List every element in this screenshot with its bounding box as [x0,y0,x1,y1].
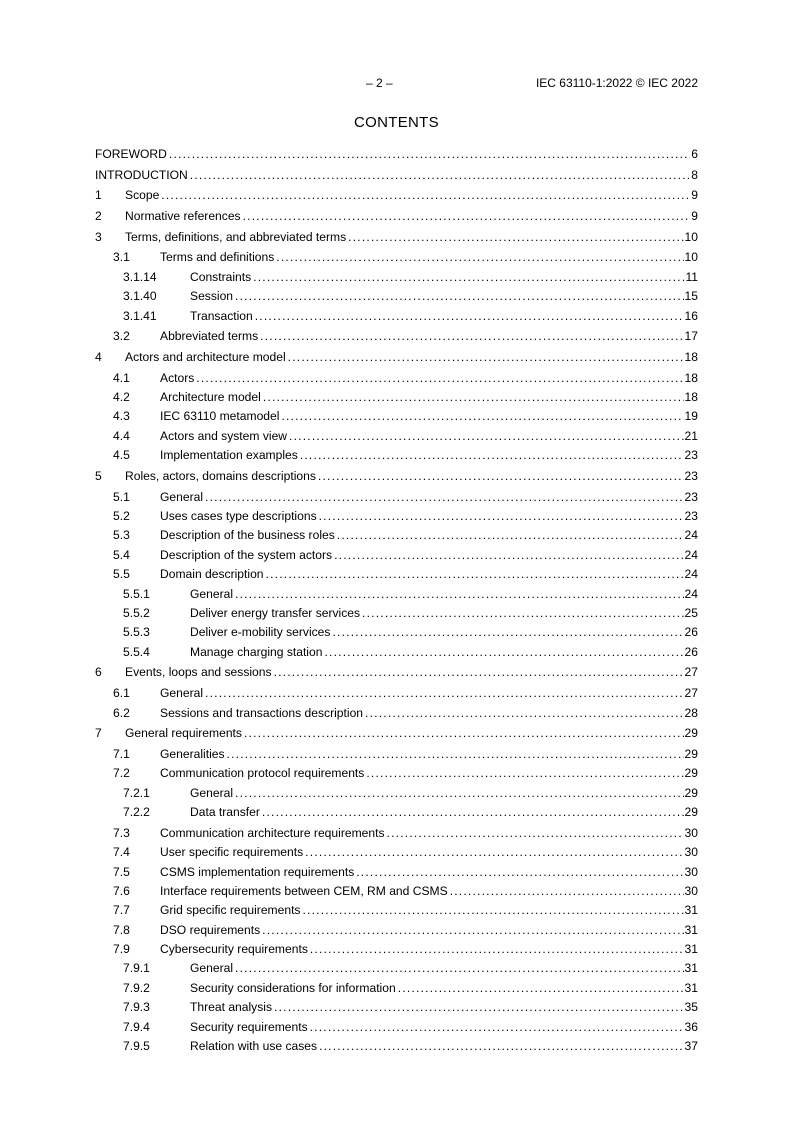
toc-entry-number: 3 [95,229,102,244]
toc-entry-number: 5.5 [113,567,130,582]
toc-leader-dots [387,824,684,842]
toc-entry-title: FOREWORD [95,147,167,161]
toc-leader-dots [310,940,684,958]
toc-entry[interactable] [95,882,698,901]
toc-entry-page: 24 [684,567,698,582]
toc-entry-title: General requirements [125,726,242,741]
toc-leader-dots [274,663,684,681]
toc-entry-number: 2 [95,209,102,224]
toc-entry-title: Description of the system actors [160,547,333,562]
toc-leader-dots [205,488,684,506]
toc-entry[interactable] [95,803,698,822]
toc-entry-title: Grid specific requirements [160,903,301,918]
toc-entry-title: Normative references [125,209,241,224]
toc-entry-title: Data transfer [190,805,260,820]
toc-entry-title: Implementation examples [160,448,298,463]
toc-entry[interactable] [95,724,698,743]
toc-leader-dots [253,268,684,286]
toc-leader-dots [227,745,684,763]
toc-entry-title: General [190,961,234,976]
toc-entry-title: Session [190,289,234,304]
toc-entry-number: 7.9.1 [123,961,150,976]
toc-entry[interactable] [95,843,698,862]
toc-entry-title: General [190,785,234,800]
toc-entry-page: 36 [684,1019,698,1034]
toc-entry-page: 9 [691,188,698,203]
toc-entry[interactable] [95,921,698,940]
toc-entry-title: Communication protocol requirements [160,766,365,781]
toc-entry-title: Security considerations for information [190,980,396,995]
toc-leader-dots [334,546,683,564]
toc-entry[interactable] [95,407,698,426]
toc-entry[interactable] [95,287,698,306]
toc-entry-page: 23 [684,468,698,483]
toc-entry-number: 1 [95,188,102,203]
toc-entry[interactable] [95,565,698,584]
toc-entry-page: 18 [684,349,698,364]
toc-entry-page: 21 [684,428,698,443]
toc-entry[interactable] [95,959,698,978]
toc-entry[interactable] [95,507,698,526]
toc-leader-dots [356,863,683,881]
toc-entry[interactable] [95,643,698,662]
toc-leader-dots [263,388,684,406]
toc-entry-title: Roles, actors, domains descriptions [125,468,316,483]
toc-entry-page: 30 [684,825,698,840]
toc-entry[interactable] [95,1018,698,1037]
toc-leader-dots [310,1018,684,1036]
toc-entry-number: 7.9.5 [123,1039,150,1054]
toc-leader-dots [266,565,684,583]
toc-entry-title: Generalities [160,746,225,761]
toc-entry-number: 7.2.1 [123,785,150,800]
toc-leader-dots [235,287,684,305]
toc-entry-title: CSMS implementation requirements [160,864,355,879]
toc-entry-number: 4 [95,349,102,364]
toc-entry-page: 31 [684,903,698,918]
toc-entry-number: 5 [95,468,102,483]
toc-entry-number: 7.9.4 [123,1019,150,1034]
toc-leader-dots [300,446,684,464]
toc-leader-dots [255,307,684,325]
toc-leader-dots [205,684,684,702]
toc-entry[interactable] [95,388,698,407]
toc-leader-dots [281,407,683,425]
toc-leader-dots [262,803,684,821]
toc-entry-number: 4.4 [113,428,130,443]
toc-entry-page: 23 [684,509,698,523]
toc-leader-dots [332,623,683,641]
toc-entry[interactable] [95,228,698,247]
toc-entry-page: 29 [684,785,698,800]
toc-entry-number: 6.1 [113,686,130,701]
toc-entry-page: 27 [684,686,698,701]
toc-entry-title: Security requirements [190,1019,308,1034]
toc-leader-dots [365,704,684,722]
toc-leader-dots [450,882,684,900]
table-of-contents [95,145,698,1056]
toc-entry[interactable] [95,684,698,703]
toc-entry-number: 5.2 [113,509,130,523]
toc-entry-page: 18 [684,390,698,405]
toc-leader-dots [318,467,684,485]
toc-entry-page: 29 [684,746,698,761]
toc-entry[interactable] [95,369,698,388]
page-header [0,76,793,92]
toc-leader-dots [190,166,691,184]
toc-leader-dots [305,843,683,861]
toc-entry-title: Description of the business roles [160,528,335,543]
toc-entry[interactable] [95,207,698,226]
toc-entry[interactable] [95,327,698,346]
toc-entry-number: 7.9 [113,942,130,957]
toc-entry-page: 37 [684,1039,698,1054]
toc-leader-dots [262,921,683,939]
toc-entry-number: 7.8 [113,922,130,937]
toc-entry-page: 30 [684,864,698,879]
toc-entry[interactable] [95,585,698,604]
toc-entry-number: 5.5.2 [123,605,150,620]
toc-entry[interactable] [95,784,698,803]
toc-entry-title: Transaction [190,308,253,323]
toc-entry-number: 7.7 [113,903,130,918]
toc-entry-title: Actors [160,370,195,385]
toc-entry-title: General [190,586,234,601]
toc-entry-number: 3.1.41 [123,308,157,323]
toc-leader-dots [169,145,690,163]
toc-entry[interactable] [95,623,698,642]
toc-entry-page: 24 [684,528,698,543]
toc-leader-dots [319,507,684,525]
toc-entry-title: Events, loops and sessions [125,665,272,680]
toc-entry-title: Interface requirements between CEM, RM and CSMS [160,883,448,898]
toc-entry-title: User specific requirements [160,845,304,860]
toc-entry-title: Deliver e-mobility services [190,625,331,640]
toc-leader-dots [244,724,684,742]
toc-entry-number: 5.3 [113,528,130,543]
toc-entry-page: 23 [684,489,698,504]
toc-entry-title: Relation with use cases [190,1039,318,1054]
toc-entry-page: 10 [684,250,698,265]
toc-entry-page: 23 [684,448,698,463]
toc-leader-dots [362,604,684,622]
toc-entry-number: 7.3 [113,825,130,840]
toc-entry-number: 5.5.1 [123,586,150,601]
toc-entry-title: INTRODUCTION [95,167,188,182]
toc-entry[interactable] [95,488,698,507]
toc-entry-number: 7.9.3 [123,1000,150,1015]
toc-entry-number: 4.1 [113,370,130,385]
toc-entry-page: 25 [684,605,698,620]
toc-entry-number: 5.1 [113,489,130,504]
toc-leader-dots [302,901,683,919]
toc-entry-title: Communication architecture requirements [160,825,385,840]
toc-entry-page: 11 [685,269,698,284]
toc-entry-page: 24 [684,586,698,601]
toc-entry-number: 4.2 [113,390,130,405]
toc-entry-page: 31 [684,942,698,957]
toc-entry[interactable] [95,348,698,367]
toc-entry-page: 29 [684,766,698,781]
toc-entry[interactable] [95,663,698,682]
toc-entry-number: 7.1 [113,746,130,761]
toc-entry-number: 7.9.2 [123,980,150,995]
toc-entry-page: 30 [684,883,698,898]
toc-entry-page: 6 [691,147,698,161]
toc-entry-number: 3.1.14 [123,269,157,284]
toc-entry-page: 10 [684,229,698,244]
toc-entry-number: 7.5 [113,864,130,879]
toc-entry-page: 17 [684,329,698,344]
toc-leader-dots [289,427,684,445]
toc-entry-title: Actors and system view [160,428,288,443]
toc-entry-page: 26 [684,644,698,659]
toc-entry-page: 30 [684,845,698,860]
toc-leader-dots [235,585,684,603]
toc-entry-title: Domain description [160,567,264,582]
toc-entry[interactable] [95,604,698,623]
toc-entry-title: DSO requirements [160,922,261,937]
toc-entry-page: 8 [691,167,698,182]
toc-entry-title: Constraints [190,269,252,284]
toc-entry-number: 3.2 [113,329,130,344]
toc-entry-title: General [160,686,204,701]
toc-entry-page: 15 [684,289,698,304]
toc-entry-number: 5.5.3 [123,625,150,640]
toc-entry-title: Terms, definitions, and abbreviated terms [125,229,347,244]
toc-leader-dots [288,348,684,366]
toc-entry[interactable] [95,940,698,959]
toc-entry-title: General [160,489,204,504]
toc-entry-number: 4.3 [113,409,130,424]
toc-entry-title: Uses cases type descriptions [160,509,317,523]
toc-entry-title: Terms and definitions [160,250,275,265]
toc-leader-dots [319,1037,683,1055]
toc-entry-number: 5.4 [113,547,130,562]
toc-entry-title: Cybersecurity requirements [160,942,308,957]
toc-entry-page: 29 [684,805,698,820]
toc-entry-page: 31 [684,922,698,937]
toc-entry-title: Architecture model [160,390,261,405]
toc-entry-number: 3.1 [113,250,130,265]
toc-entry[interactable] [95,145,698,164]
toc-entry-number: 4.5 [113,448,130,463]
toc-entry[interactable] [95,427,698,446]
toc-entry-number: 6 [95,665,102,680]
page-number: – 2 – [366,76,393,90]
toc-entry[interactable] [95,248,698,267]
toc-entry-title: Manage charging station [190,644,323,659]
toc-entry-page: 24 [684,547,698,562]
toc-entry-page: 19 [684,409,698,424]
toc-leader-dots [161,186,690,204]
toc-leader-dots [324,643,683,661]
toc-entry-title: Threat analysis [190,1000,273,1015]
toc-leader-dots [235,959,684,977]
toc-leader-dots [196,369,683,387]
toc-leader-dots [274,998,684,1016]
toc-entry-page: 16 [684,308,698,323]
toc-entry[interactable] [95,764,698,783]
toc-entry-title: IEC 63110 metamodel [160,409,280,424]
toc-entry[interactable] [95,467,698,486]
toc-entry-page: 27 [684,665,698,680]
toc-entry-page: 18 [684,370,698,385]
toc-entry-title: Actors and architecture model [125,349,286,364]
toc-entry[interactable] [95,446,698,465]
toc-entry-number: 5.5.4 [123,644,150,659]
toc-entry-page: 9 [691,209,698,224]
toc-leader-dots [260,327,683,345]
toc-entry-title: Abbreviated terms [160,329,259,344]
toc-entry[interactable] [95,901,698,920]
toc-entry-number: 3.1.40 [123,289,157,304]
toc-entry[interactable] [95,745,698,764]
page-title: CONTENTS [354,114,439,131]
toc-entry-number: 7 [95,726,102,741]
toc-leader-dots [398,979,684,997]
toc-entry[interactable] [95,1037,698,1056]
toc-entry[interactable] [95,824,698,843]
toc-entry[interactable] [95,166,698,185]
toc-leader-dots [235,784,684,802]
toc-entry[interactable] [95,863,698,882]
toc-leader-dots [276,248,683,266]
standard-reference: IEC 63110-1:2022 © IEC 2022 [535,76,698,90]
toc-entry-title: Deliver energy transfer services [190,605,361,620]
toc-entry[interactable] [95,979,698,998]
toc-entry-page: 31 [684,980,698,995]
toc-entry[interactable] [95,268,698,287]
toc-entry-page: 28 [684,705,698,720]
toc-entry[interactable] [95,307,698,326]
toc-entry-page: 29 [684,726,698,741]
toc-entry-number: 7.2.2 [123,805,150,820]
toc-leader-dots [243,207,691,225]
toc-entry-number: 7.6 [113,883,130,898]
toc-entry-title: Scope [125,188,160,203]
toc-entry[interactable] [95,546,698,565]
toc-entry-page: 31 [684,961,698,976]
toc-entry[interactable] [95,186,698,205]
toc-entry-number: 7.4 [113,845,130,860]
toc-leader-dots [337,526,684,544]
toc-entry-page: 35 [684,1000,698,1015]
toc-entry-number: 7.2 [113,766,130,781]
toc-leader-dots [366,764,683,782]
toc-entry-page: 26 [684,625,698,640]
toc-entry-number: 6.2 [113,705,130,720]
toc-entry[interactable] [95,704,698,723]
toc-entry[interactable] [95,526,698,545]
toc-entry[interactable] [95,998,698,1017]
toc-leader-dots [348,228,683,246]
toc-entry-title: Sessions and transactions description [160,705,364,720]
